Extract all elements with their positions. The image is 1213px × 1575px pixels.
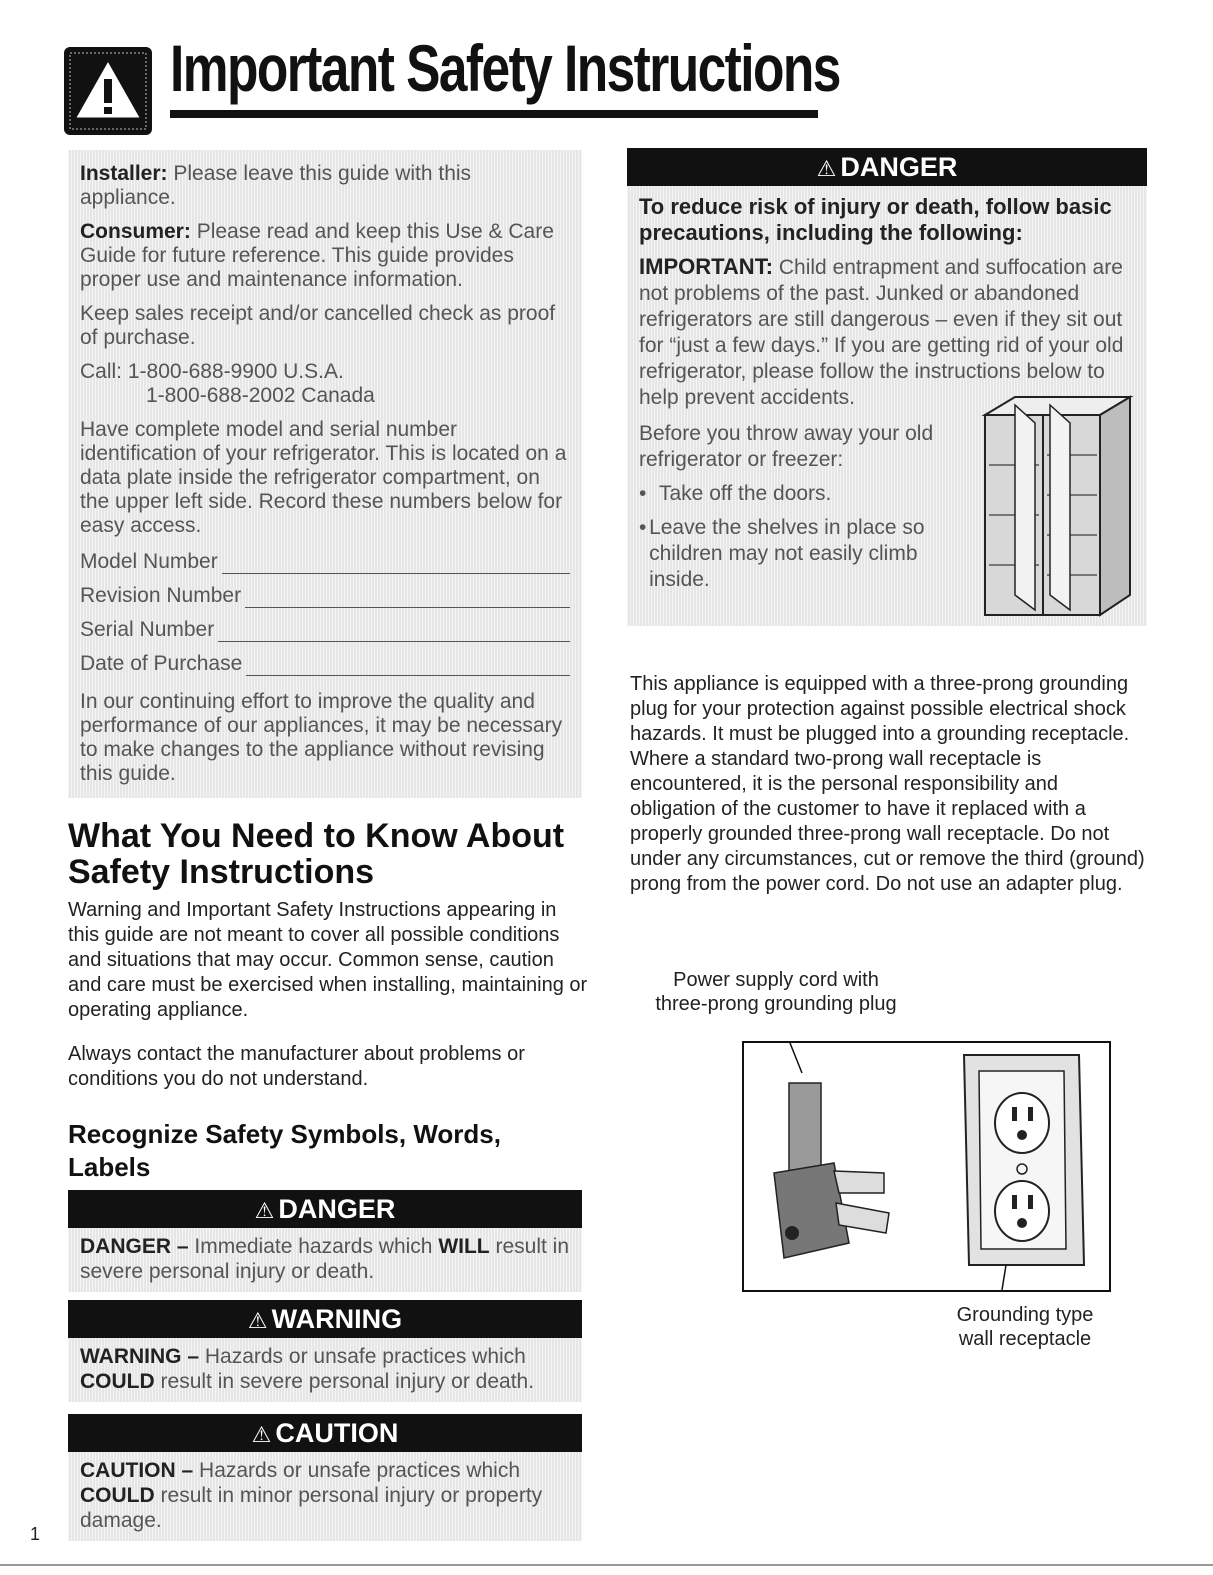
danger-banner: ⚠ DANGER — [627, 148, 1147, 186]
need-to-know-para2: Always contact the manufacturer about problems or conditions you do not understand. — [68, 1043, 525, 1090]
installer-info-box — [68, 150, 582, 798]
warning-triangle-icon: ⚠ — [251, 1422, 272, 1447]
need-to-know-heading: What You Need to Know About Safety Instructions — [68, 817, 565, 891]
warning-triangle-icon: ⚠ — [254, 1198, 275, 1223]
phone-canada: 1-800-688-2002 Canada — [146, 384, 375, 407]
model-info-text: Have complete model and serial number identification of your refrigerator. This is located on a data plate inside the refrigerator compartment, on the upper left side. Record these numbers below for easy access. — [80, 418, 567, 537]
grounding-plug-figure — [742, 1041, 1111, 1292]
warning-triangle-icon: ⚠ — [247, 1308, 268, 1333]
important-note: IMPORTANT: Child entrapment and suffocation are not problems of the past. Junked or abandoned refrigerators are still dangerous – even if they sit out for “just a few days.” If you are getting rid of your old refrigerator, please follow the instructions below to help prevent accidents. — [639, 254, 1124, 409]
receptacle-caption: Grounding type wall receptacle — [956, 1304, 1094, 1350]
model-number-field[interactable]: Model Number — [80, 548, 570, 574]
danger-banner: ⚠ DANGER — [68, 1190, 582, 1228]
caution-definition-box — [68, 1414, 582, 1541]
symbols-heading: Recognize Safety Symbols, Words, Labels — [68, 1119, 501, 1182]
need-to-know-para1: Warning and Important Safety Instructions appearing in this guide are not meant to cover all possible conditions and situations that may occur. Common sense, caution and care must be exercised when installing, maintaining or operating appliance. — [68, 899, 588, 1021]
before-disposal-note: Before you throw away your old refrigerator or freezer: — [639, 422, 934, 471]
consumer-note: Consumer: Please read and keep this Use & Care Guide for future reference. This guide provides proper use and maintenance information. — [80, 220, 554, 291]
grounding-plug-icon — [774, 1083, 889, 1258]
grounding-paragraph: This appliance is equipped with a three-prong grounding plug for your protection against possible electrical shock hazards. It must be plugged into a grounding receptacle. Where a standard two-prong wall receptacle is encountered, it is the personal responsibility and obligation of the customer to have it replaced with a properly grounded three-prong wall receptacle. Do not under any circumstances, cut or remove the third (ground) prong from the power cord. Do not use an adapter plug. — [630, 673, 1145, 895]
danger-definition: DANGER – Immediate hazards which WILL result in severe personal injury or death. — [80, 1235, 570, 1283]
refrigerator-doors-removed-illustration — [955, 395, 1140, 620]
warning-triangle-icon — [62, 45, 154, 137]
purchase-date-field[interactable]: Date of Purchase — [80, 650, 570, 676]
warning-definition-box — [68, 1300, 582, 1402]
danger-definition-box — [68, 1190, 582, 1292]
warning-triangle-icon: ⚠ — [816, 156, 837, 181]
title-rule — [170, 110, 818, 118]
installer-note: Installer: Please leave this guide with this appliance. — [80, 162, 472, 209]
danger-lead: To reduce risk of injury or death, follow basic precautions, including the following: — [639, 194, 1112, 245]
receipt-note: Keep sales receipt and/or cancelled check as proof of purchase. — [80, 302, 556, 349]
warning-definition: WARNING – Hazards or unsafe practices which COULD result in severe personal injury or death. — [80, 1345, 535, 1393]
caution-banner: ⚠ CAUTION — [68, 1414, 582, 1452]
caution-definition: CAUTION – Hazards or unsafe practices which COULD result in minor personal injury or property damage. — [80, 1459, 543, 1532]
plug-caption: Power supply cord with three-prong grounding plug — [655, 969, 897, 1015]
phone-usa: Call: 1-800-688-9900 U.S.A. — [80, 360, 344, 383]
page-title: Important Safety Instructions — [170, 31, 840, 105]
list-item: • Take off the doors. — [639, 482, 832, 505]
warning-banner: ⚠ WARNING — [68, 1300, 582, 1338]
page-number: 1 — [30, 1524, 41, 1544]
improve-note: In our continuing effort to improve the quality and performance of our appliances, it may be necessary to make changes to the appliance without revising this guide. — [80, 690, 563, 785]
wall-receptacle-icon — [964, 1055, 1084, 1265]
list-item: • Leave the shelves in place so children may not easily climb inside. — [639, 516, 925, 591]
serial-number-field[interactable]: Serial Number — [80, 616, 570, 642]
revision-number-field[interactable]: Revision Number — [80, 582, 570, 608]
footer-rule — [0, 1564, 1213, 1566]
